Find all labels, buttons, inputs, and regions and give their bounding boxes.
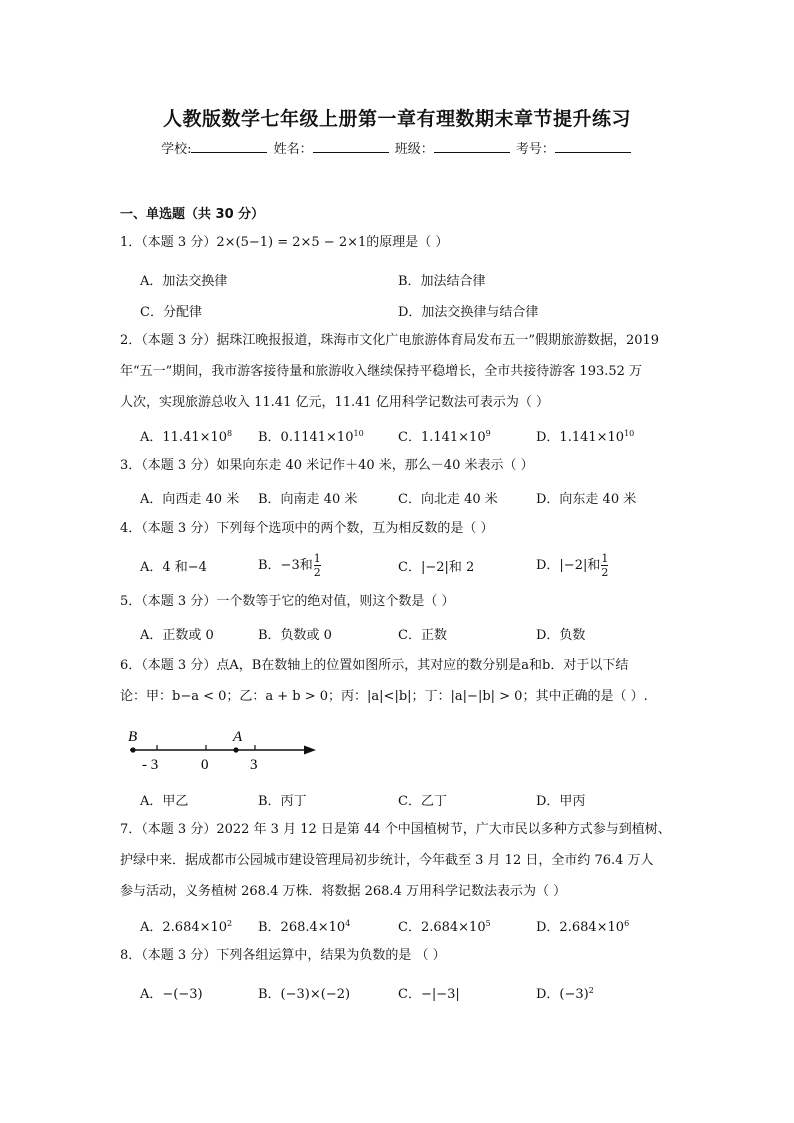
question-score: （本题 3 分） (141, 594, 217, 609)
question-line (120, 325, 680, 356)
question-2-options (140, 426, 680, 446)
exam-no-label: 考号： (515, 142, 555, 157)
name-blank[interactable] (313, 140, 389, 153)
question-number: 4． (120, 521, 142, 536)
question-text: 2×(5−1) = 2×5 − 2×1的原理是（ ） (216, 235, 449, 250)
question-number: 7． (120, 822, 142, 837)
question-4 (120, 513, 680, 544)
point-b-label: B (128, 729, 138, 745)
question-text: 一个数等于它的绝对值，则这个数是（ ） (216, 594, 455, 609)
question-line: 论：甲：b−a < 0；乙：a + b > 0；丙：|a|<|b|；丁：|a|−|b| > 0；其中正确的是（ ）. (120, 689, 648, 704)
question-line: 年“五一”期间，我市游客接待量和旅游收入继续保持平稳增长，全市共接待游客 193.52 万 (120, 364, 643, 379)
option-c[interactable]: C．$1.141\times 10^9$ (398, 429, 491, 445)
question-text: 点A，B在数轴上的位置如图所示，其对应的数分别是a和b．对于以下结 (216, 658, 629, 673)
point-b-dot (130, 747, 135, 752)
question-6 (120, 650, 680, 712)
number-line-arrow (304, 746, 316, 755)
class-blank[interactable] (434, 140, 510, 153)
option-c[interactable]: C．乙丁 (398, 794, 447, 809)
section-heading: 一、单选题（共 30 分） (120, 207, 265, 222)
option-a[interactable]: A．正数或 0 (140, 628, 214, 643)
option-c[interactable]: C．|−2|和 2 (398, 560, 475, 575)
question-score: （本题 3 分） (141, 235, 217, 250)
option-c[interactable]: C．$2.684\times 10^5$ (398, 919, 491, 935)
school-blank[interactable] (191, 140, 267, 153)
question-7 (120, 814, 680, 907)
student-info-line (0, 138, 794, 157)
option-b[interactable]: B．(−3)×(−2) (258, 987, 351, 1002)
question-line: 参与活动，义务植树 268.4 万株．将数据 268.4 万用科学记数法表示为（ ） (120, 884, 567, 899)
option-b[interactable]: B．加法结合律 (398, 274, 486, 289)
point-a-dot (233, 747, 238, 752)
exam-no-blank[interactable] (555, 140, 631, 153)
question-number: 3． (120, 458, 142, 473)
question-number: 8． (120, 948, 142, 963)
tick-label-0: 0 (201, 757, 209, 773)
option-d[interactable]: D．向东走 40 米 (536, 492, 637, 507)
question-line (120, 650, 680, 681)
option-b[interactable]: B．向南走 40 米 (258, 492, 358, 507)
option-a[interactable]: A．加法交换律 (140, 274, 228, 289)
tick-label-minus-3: - 3 (142, 757, 159, 773)
question-3-options (140, 488, 680, 508)
name-label: 姓名： (273, 142, 313, 157)
option-d[interactable]: D．$2.684\times 10^6$ (536, 919, 630, 935)
question-1-options-row-2 (140, 301, 680, 321)
option-b[interactable]: B．$0.1141\times 10^{10}$ (258, 429, 364, 445)
option-a[interactable]: A．甲乙 (140, 794, 189, 809)
question-text: 据珠江晚报报道，珠海市文化广电旅游体育局发布五一”假期旅游数据，2019 (216, 333, 660, 348)
number-line-figure (124, 728, 324, 776)
question-line: 护绿中来．据成都市公园城市建设管理局初步统计，今年截至 3 月 12 日，全市约 76.4 万人 (120, 853, 654, 868)
option-d[interactable]: D．甲丙 (536, 794, 586, 809)
question-line (120, 814, 680, 845)
question-number: 1． (120, 235, 142, 250)
question-text: 下列每个选项中的两个数，互为相反数的是（ ） (216, 521, 494, 536)
question-5 (120, 586, 680, 617)
option-d[interactable]: D．|−2|和 $\frac{1}{2}$ (536, 552, 609, 579)
option-d[interactable]: D．$(-3)^2$ (536, 986, 594, 1002)
fraction-one-half: $\frac{1}{2}$ (601, 552, 609, 579)
school-label: 学校: (161, 142, 192, 157)
question-8 (120, 940, 680, 971)
question-score: （本题 3 分） (141, 822, 217, 837)
question-score: （本题 3 分） (141, 521, 217, 536)
question-number: 5． (120, 594, 142, 609)
option-d[interactable]: D．负数 (536, 628, 586, 643)
option-b[interactable]: B．$268.4\times 10^4$ (258, 919, 351, 935)
option-b[interactable]: B．负数或 0 (258, 628, 332, 643)
option-c[interactable]: C．分配律 (140, 305, 202, 320)
question-8-options (140, 983, 680, 1003)
question-7-options (140, 916, 680, 936)
question-3 (120, 450, 680, 481)
question-1-options-row-1 (140, 270, 680, 290)
question-text: 如果向东走 40 米记作＋40 米，那么－40 米表示（ ） (216, 458, 534, 473)
tick-label-3: 3 (250, 757, 258, 773)
option-a[interactable]: A．$2.684\times 10^2$ (140, 919, 233, 935)
question-5-options (140, 624, 680, 644)
question-4-options (140, 553, 680, 579)
question-score: （本题 3 分） (141, 658, 217, 673)
question-score: （本题 3 分） (141, 333, 217, 348)
fraction-one-half: $\frac{1}{2}$ (313, 552, 321, 579)
option-c[interactable]: C．正数 (398, 628, 447, 643)
question-6-options (140, 790, 680, 810)
question-score: （本题 3 分） (141, 458, 217, 473)
option-a[interactable]: A．−(−3) (140, 987, 203, 1002)
option-a[interactable]: A．向西走 40 米 (140, 492, 240, 507)
question-line: 人次，实现旅游总收入 11.41 亿元，11.41 亿用科学记数法可表示为（ ） (120, 395, 549, 410)
option-c[interactable]: C．−|−3| (398, 987, 460, 1002)
question-number: 6． (120, 658, 142, 673)
option-c[interactable]: C．向北走 40 米 (398, 492, 498, 507)
question-text: 2022 年 3 月 12 日是第 44 个中国植树节，广大市民以多种方式参与到植树、 (216, 822, 671, 837)
option-d[interactable]: D．加法交换律与结合律 (398, 305, 539, 320)
question-1 (120, 227, 680, 258)
class-label: 班级： (394, 142, 434, 157)
point-a-label: A (233, 729, 243, 745)
page-title: 人教版数学七年级上册第一章有理数期末章节提升练习 (162, 108, 631, 130)
question-text: 下列各组运算中，结果为负数的是 （ ） (216, 948, 446, 963)
question-2 (120, 325, 680, 418)
option-d[interactable]: D．$1.141\times 10^{10}$ (536, 429, 635, 445)
question-score: （本题 3 分） (141, 948, 217, 963)
option-b[interactable]: B．−3和 $\frac{1}{2}$ (258, 552, 321, 579)
option-b[interactable]: B．丙丁 (258, 794, 307, 809)
option-a[interactable]: A．4 和−4 (140, 560, 207, 575)
question-number: 2． (120, 333, 142, 348)
option-a[interactable]: A．$11.41\times 10^8$ (140, 429, 233, 445)
